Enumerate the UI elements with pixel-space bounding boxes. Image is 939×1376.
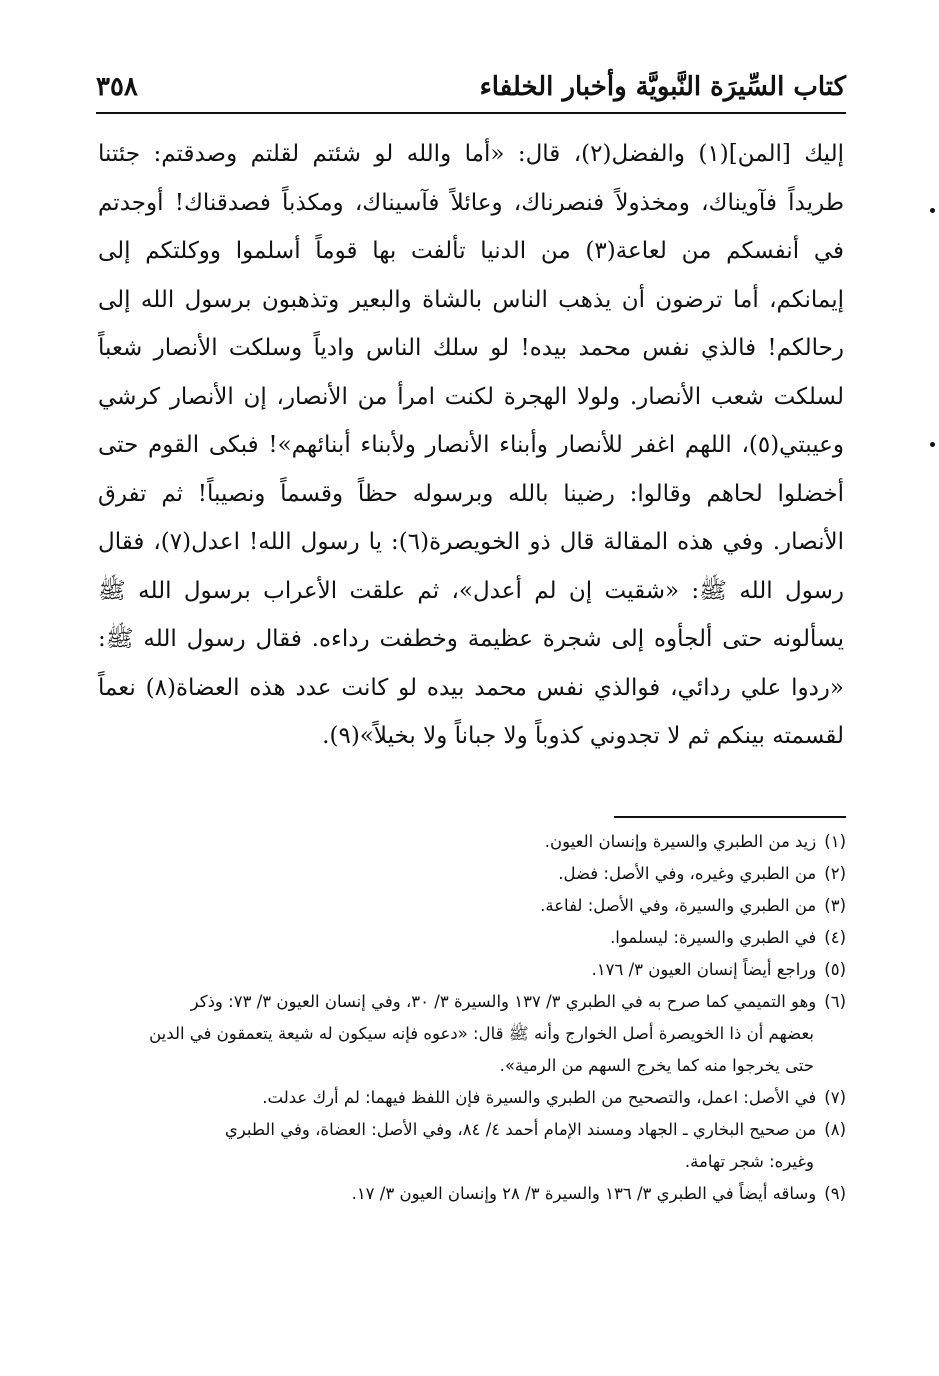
- footnote-text: وراجع أيضاً إنسان العيون ٣/ ١٧٦.: [591, 960, 817, 979]
- book-title: كتاب السِّيرَة النَّبويَّة وأخبار الخلفاء: [479, 72, 846, 102]
- margin-dot: [930, 442, 935, 447]
- footnote-text: وساقه أيضاً في الطبري ٣/ ١٣٦ والسيرة ٣/ ٢٨ وإنسان العيون ٣/ ١٧.: [351, 1184, 817, 1203]
- footnote-number: (٣): [824, 896, 846, 915]
- footnote: [98, 890, 846, 922]
- footnote: [98, 954, 846, 986]
- footnote-continuation: بعضهم أن ذا الخويصرة أصل الخوارج وأنه ﷺ قال: «دعوه فإنه سيكون له شيعة يتعمقون في الدين: [149, 1024, 814, 1043]
- footnote: [98, 1082, 846, 1114]
- page-number: ٣٥٨: [96, 72, 138, 102]
- running-header: [96, 72, 846, 112]
- footnote-number: (٨): [824, 1120, 846, 1139]
- footnote-text: من الطبري والسيرة، وفي الأصل: لفاعة.: [540, 896, 817, 915]
- footnote-continuation: وغيره: شجر تهامة.: [684, 1152, 814, 1171]
- footnote-number: (٦): [824, 992, 846, 1011]
- footnote-number: (٩): [824, 1184, 846, 1203]
- footnote-separator: [614, 816, 846, 818]
- footnote-number: (٢): [824, 864, 846, 883]
- footnote: [98, 826, 846, 858]
- footnote-number: (٧): [824, 1088, 846, 1107]
- footnote-text: من صحيح البخاري ـ الجهاد ومسند الإمام أحمد ٤/ ٨٤، وفي الأصل: العضاة، وفي الطبري: [224, 1120, 817, 1139]
- footnote: [98, 858, 846, 890]
- footnote-number: (٥): [824, 960, 846, 979]
- footnote-text: في الطبري والسيرة: ليسلموا.: [610, 928, 817, 947]
- margin-dot: [930, 208, 935, 213]
- footnote: [98, 1178, 846, 1210]
- header-rule: [96, 112, 846, 114]
- footnote-text: في الأصل: اعمل، والتصحيح من الطبري والسيرة فإن اللفظ فيهما: لم أرك عدلت.: [262, 1088, 817, 1107]
- footnotes: [98, 826, 846, 1210]
- footnote-text: وهو التميمي كما صرح به في الطبري ٣/ ١٣٧ والسيرة ٣/ ٣٠، وفي إنسان العيون ٣/ ٧٣: وذكر: [190, 992, 817, 1011]
- footnote: [98, 922, 846, 954]
- footnote-continuation: حتى يخرجوا منه كما يخرج السهم من الرمية».: [499, 1056, 814, 1075]
- footnote-number: (١): [824, 832, 846, 851]
- body-paragraph: إليك [المن](١) والفضل(٢)، قال: «أما والله لو شئتم لقلتم وصدقتم: جئتنا طريداً فآويناك، ومخذولاً فنصرناك، وعائلاً فآسيناك، ومكذباً فصدقناك! أوجدتم في أنفسكم من لعاعة(٣) من الدنيا تألفت بها قوماً أسلموا ووكلتكم إلى إيمانكم، أما ترضون أن يذهب الناس بالشاة والبعير وتذهبون برسول الله إلى رحالكم! فالذي نفس محمد بيده! لو سلك الناس وادياً وسلكت الأنصار شعباً لسلكت شعب الأنصار. ولولا الهجرة لكنت امرأ من الأنصار، إن الأنصار كرشي وعيبتي(٥)، اللهم اغفر للأنصار وأبناء الأنصار ولأبناء أبنائهم»! فبكى القوم حتى أخضلوا لحاهم وقالوا: رضينا بالله وبرسوله حظاً وقسماً ونصيباً! ثم تفرق الأنصار. وفي هذه المقالة قال ذو الخويصرة(٦): يا رسول الله! اعدل(٧)، فقال رسول الله ﷺ: «شقيت إن لم أعدل»، ثم علقت الأعراب برسول الله ﷺ يسألونه حتى ألجأوه إلى شجرة عظيمة وخطفت رداءه. فقال رسول الله ﷺ: «ردوا علي ردائي، فوالذي نفس محمد بيده لو كانت عدد هذه العضاة(٨) نعماً لقسمته بينكم ثم لا تجدوني كذوباً ولا جباناً ولا بخيلاً»(٩).: [98, 141, 845, 749]
- footnote: [98, 986, 846, 1082]
- footnote-number: (٤): [824, 928, 846, 947]
- footnote: [98, 1114, 846, 1178]
- footnote-text: من الطبري وغيره، وفي الأصل: فضل.: [558, 864, 817, 883]
- footnote-text: زيد من الطبري والسيرة وإنسان العيون.: [544, 832, 817, 851]
- main-text: [98, 130, 844, 761]
